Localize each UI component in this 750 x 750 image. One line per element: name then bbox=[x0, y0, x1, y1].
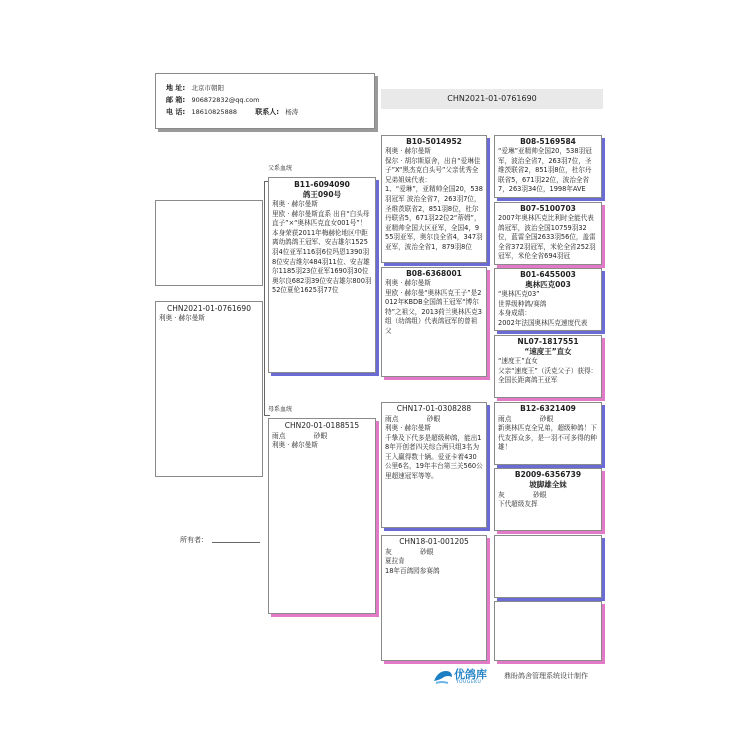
dam-color: 雨点 bbox=[272, 432, 286, 440]
ds-ring: CHN17-01-0308288 bbox=[396, 404, 472, 413]
dss-color: 雨点 bbox=[498, 415, 512, 423]
connector-main bbox=[264, 181, 265, 415]
phone-row bbox=[166, 107, 298, 117]
dd-box bbox=[381, 535, 487, 661]
dsd-body: 下代超级友挥 bbox=[498, 500, 538, 508]
ssd-ring: B07-5100703 bbox=[520, 204, 576, 213]
dam-name: 利奥 · 赫尔曼斯 bbox=[272, 441, 318, 449]
contact-label: 联系人: bbox=[255, 108, 280, 116]
sire-label: 父系血统 bbox=[268, 165, 293, 172]
dam-color-eye bbox=[269, 431, 375, 441]
connector-dam bbox=[264, 415, 270, 416]
sss-body: “爱琳”亚精帅全国20，538羽冠军，波治全省7，263羽7位，圣维茨联省2，851羽8位，杜尔丹联省5，671羽22位，波治全省7，263羽34位，1998年AVE bbox=[498, 147, 592, 194]
ss-ring: B10-5014952 bbox=[406, 137, 462, 146]
owner-label: 所有者： bbox=[180, 536, 208, 544]
dsd-ring: B2009-6356739 bbox=[514, 470, 582, 479]
dss-box bbox=[494, 402, 602, 465]
dam-eye: 砂眼 bbox=[313, 432, 328, 440]
email-row bbox=[166, 95, 259, 105]
dd-body: 夏拉肯 18年百鸽园参赛鸽 bbox=[385, 557, 440, 575]
ssd-box bbox=[494, 202, 602, 265]
subject-ring: CHN2021-01-0761690 bbox=[167, 304, 251, 313]
ssd-body: 2007年奥林匹克比利时全能代表鸽冠军，波治全国10759羽32位，蓝雷全国2633羽56位，盖雷全省372羽冠军，米伦全省252羽冠军，米伦全省694羽冠 bbox=[498, 214, 596, 261]
sd-ring: B08-6368001 bbox=[406, 269, 462, 278]
dds-box bbox=[494, 535, 602, 598]
dss-body: 新奥林匹克全兄弟，超级种鸽！下代友挥众多，是一羽不可多得的种雄！ bbox=[498, 424, 597, 452]
ds-color: 雨点 bbox=[385, 415, 399, 423]
sire-ring: B11-6094090 bbox=[294, 180, 350, 189]
sd-body: 利奥 · 赫尔曼斯 里欧 · 赫尔曼“奥林匹克王子”是2012年KBDB全国鸽王冠军“博尔特”之祖父，2013荷兰奥林匹克3组（幼鸽组）代表鸽冠军的曾祖父 bbox=[385, 279, 482, 335]
dsd-color-eye bbox=[495, 490, 601, 500]
sire-body: 利奥 · 赫尔曼斯 里欧 · 赫尔曼斯直系 出自“白头母直子”×“奥林匹克直女001号”！本身荣获2011年梅赫伦地区中距离幼鸽鸽王冠军、安吉雄尔1525羽4位亚军116羽6位玛恩1390羽8位安吉维尔484羽11位、安吉雄尔1185羽23位亚军1690羽30位奥尔良682羽39位安吉雄尔800羽52位夏伦1625羽77位 bbox=[272, 200, 372, 295]
logo-icon bbox=[432, 667, 454, 687]
dsd-eye: 砂眼 bbox=[532, 491, 547, 499]
dss-color-eye bbox=[495, 414, 601, 424]
sire-title: 鸽王090号 bbox=[302, 190, 342, 199]
address-value: 北京市朝阳 bbox=[191, 84, 224, 92]
dsd-color: 灰 bbox=[498, 491, 505, 499]
dd-color: 灰 bbox=[385, 548, 392, 556]
sss-box bbox=[494, 135, 602, 198]
sdd-box bbox=[494, 335, 602, 398]
dd-eye: 砂眼 bbox=[419, 548, 434, 556]
sds-body: “奥林匹克03” 世界级种鸽/赛鸽 本身成绩： 2002年法国奥林匹克速度代表 bbox=[498, 290, 588, 327]
dss-eye: 砂眼 bbox=[539, 415, 554, 423]
ds-color-eye bbox=[382, 414, 486, 424]
sss-ring: B08-5169584 bbox=[520, 137, 576, 146]
dd-ring: CHN18-01-001205 bbox=[399, 537, 469, 546]
sds-title: 奥林匹克003 bbox=[525, 280, 571, 289]
sdd-body: “速度王”直女 父亲“速度王”（沃克父子）获得： 全国长距离鸽王亚军 bbox=[498, 357, 598, 385]
address-label: 地 址: bbox=[166, 84, 186, 92]
owner-line bbox=[212, 542, 260, 543]
ds-body: 利奥 · 赫尔曼斯 千挚及下代多是超级种鸽，能出18年开创者四关综合两只组3名为王入赢得数十辆。爱亚卡着430公里6名，19年丰台第三关560公里超速冠军等等。 bbox=[385, 424, 483, 480]
footer-credit: 鼎盼鸽舍管理系统设计制作 bbox=[504, 672, 588, 680]
sdd-title: “速度王”直女 bbox=[524, 347, 572, 356]
sds-box bbox=[494, 268, 602, 331]
ss-body: 利奥 · 赫尔曼斯 保尔 · 胡尔斯原舍，出自“爱琳佳子”X“黑杰克白头号”父亲优秀全兄弟姐妹代表： 1、“爱琳”，亚精帅全国20，538羽冠军 波治全省7，263羽7位，圣维茨联省2，851羽8位，杜尔丹联省5，671羽22位2“蒂姆”，亚精帅全国大区亚军，全国4，955羽亚军，奥尔良全省4，347羽亚军，波治全省1，879羽8位 bbox=[385, 147, 483, 251]
sds-ring: B01-6455003 bbox=[520, 270, 576, 279]
sd-box bbox=[381, 267, 487, 377]
contact-value: 杨涛 bbox=[285, 108, 299, 116]
contact-box bbox=[155, 73, 375, 129]
phone-value: 18610825888 bbox=[191, 108, 237, 116]
dam-box bbox=[268, 418, 376, 614]
dd-color-eye bbox=[382, 547, 486, 557]
dam-label: 母系血统 bbox=[268, 406, 293, 413]
email-label: 邮 箱: bbox=[166, 96, 186, 104]
phone-label: 电 话: bbox=[166, 108, 186, 116]
photo-box bbox=[155, 200, 263, 286]
ring-banner: CHN2021-01-0761690 bbox=[381, 89, 603, 109]
dss-ring: B12-6321409 bbox=[520, 404, 576, 413]
footer-logo bbox=[432, 666, 502, 688]
dam-ring: CHN20-01-0188515 bbox=[284, 421, 360, 430]
dsd-box bbox=[494, 468, 602, 531]
ddd-box bbox=[494, 601, 602, 661]
logo-en: YOUGEKU bbox=[456, 680, 482, 685]
sdd-ring: NL07-1817551 bbox=[517, 337, 579, 346]
dsd-title: 坡脚雄全妹 bbox=[529, 480, 567, 489]
subject-box bbox=[155, 301, 263, 477]
address-row bbox=[166, 83, 224, 93]
subject-name: 利奥 · 赫尔曼斯 bbox=[159, 314, 205, 322]
ss-box bbox=[381, 135, 487, 263]
email-value: 906872832@qq.com bbox=[191, 96, 260, 104]
logo-cn: 优鸽库 bbox=[454, 668, 487, 681]
ds-box bbox=[381, 402, 487, 528]
sire-box bbox=[268, 177, 376, 373]
ds-eye: 砂眼 bbox=[426, 415, 441, 423]
